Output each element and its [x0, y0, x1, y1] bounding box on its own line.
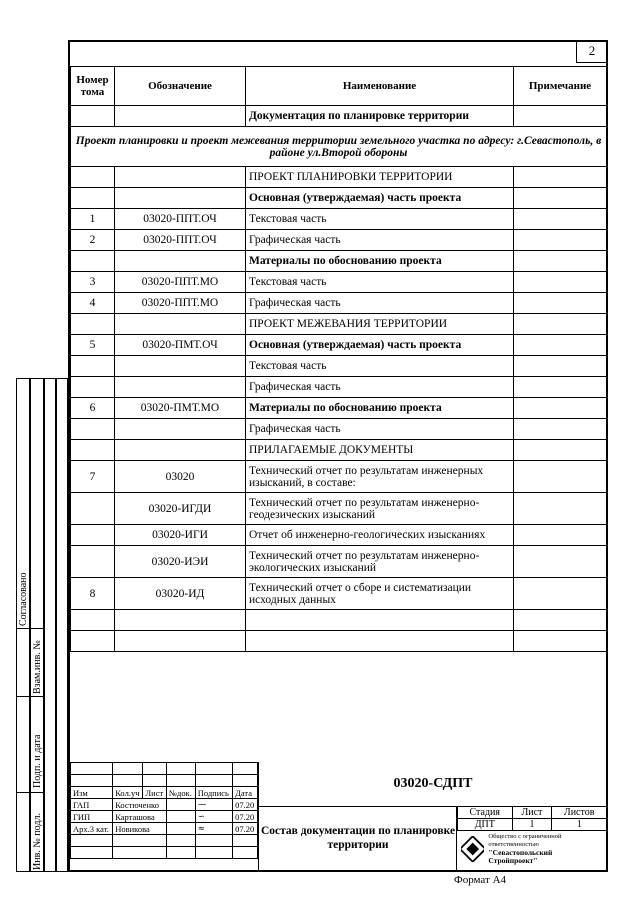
date-gap: 07.20 — [233, 799, 258, 811]
vol-cell — [71, 525, 115, 546]
code-cell — [115, 167, 246, 188]
code-cell: 03020-ППТ.МО — [115, 272, 246, 293]
table-row — [71, 335, 607, 356]
name-cell: Текстовая часть — [246, 356, 514, 377]
name-cell: Графическая часть — [246, 377, 514, 398]
name-arch: Новикова — [113, 823, 167, 835]
table-row — [71, 314, 607, 335]
note-cell — [514, 209, 607, 230]
vol-cell — [71, 377, 115, 398]
name-cell: Графическая часть — [246, 419, 514, 440]
code-cell: 03020-ППТ.МО — [115, 293, 246, 314]
note-cell — [514, 272, 607, 293]
table-row — [71, 209, 607, 230]
label-vzam: Взам.инв. № — [32, 640, 43, 694]
name-cell: Текстовая часть — [246, 272, 514, 293]
role-gap: ГАП — [71, 799, 113, 811]
header-name: Наименование — [246, 67, 514, 106]
note-cell — [514, 461, 607, 493]
code-cell — [115, 251, 246, 272]
name-gip: Карташова — [113, 811, 167, 823]
name-cell: Технический отчет о сборе и систематизации исходных данных — [246, 578, 514, 610]
stamp-col-header: Кол.уч — [113, 787, 143, 799]
table-row — [71, 230, 607, 251]
company-logo-icon — [461, 836, 484, 862]
note-cell — [514, 335, 607, 356]
table-row — [71, 461, 607, 493]
vol-cell — [71, 356, 115, 377]
vol-cell: 1 — [71, 209, 115, 230]
code-cell — [115, 631, 246, 652]
note-cell — [514, 293, 607, 314]
doc-title: Состав документации по планировке территории — [258, 806, 457, 870]
stamp-col-header: Изм — [71, 787, 113, 799]
project-title: Проект планировки и проект межевания территории земельного участка по адресу: г.Севастополь, в районе ул.Второй обороны — [71, 127, 607, 167]
name-cell: ПРОЕКТ МЕЖЕВАНИЯ ТЕРРИТОРИИ — [246, 314, 514, 335]
stamp-col-header: Подпись — [195, 787, 232, 799]
org-line1: Общество с ограниченной ответственностью — [488, 833, 562, 848]
stamp-grid — [70, 762, 258, 859]
note-cell — [514, 188, 607, 209]
stamp-col-header: №док. — [166, 787, 195, 799]
vol-cell — [71, 419, 115, 440]
vol-cell: 3 — [71, 272, 115, 293]
name-cell: Графическая часть — [246, 230, 514, 251]
vol-cell: 4 — [71, 293, 115, 314]
header-note: Примечание — [514, 67, 607, 106]
table-row — [71, 610, 607, 631]
section-docs: Документация по планировке территории — [246, 106, 514, 127]
table-row — [71, 493, 607, 525]
name-cell: Графическая часть — [246, 293, 514, 314]
header-designation: Обозначение — [115, 67, 246, 106]
page-number: 2 — [576, 40, 607, 63]
note-cell — [514, 314, 607, 335]
vol-cell: 5 — [71, 335, 115, 356]
sheets-label: Листов — [552, 807, 607, 819]
vol-cell — [71, 314, 115, 335]
date-arch: 07.20 — [233, 823, 258, 835]
code-cell — [115, 419, 246, 440]
name-cell: Основная (утверждаемая) часть проекта — [246, 188, 514, 209]
vol-cell — [71, 188, 115, 209]
role-arch: Арх.3 кат. — [71, 823, 113, 835]
name-cell: ПРОЕКТ ПЛАНИРОВКИ ТЕРРИТОРИИ — [246, 167, 514, 188]
note-cell — [514, 440, 607, 461]
stamp-col-header: Лист — [143, 787, 167, 799]
vol-cell: 2 — [71, 230, 115, 251]
name-cell: Технический отчет по результатам инженерных изысканий, в составе: — [246, 461, 514, 493]
label-podp: Подп. и дата — [32, 734, 43, 788]
stage-block — [456, 806, 607, 870]
name-cell: ПРИЛАГАЕМЫЕ ДОКУМЕНТЫ — [246, 440, 514, 461]
table-row — [71, 419, 607, 440]
note-cell — [514, 377, 607, 398]
org-line2: "Севастопольский Стройпроект" — [488, 848, 553, 865]
note-cell — [514, 419, 607, 440]
table-row — [71, 167, 607, 188]
table-row — [71, 251, 607, 272]
code-cell — [115, 314, 246, 335]
code-cell — [115, 440, 246, 461]
vol-cell — [71, 251, 115, 272]
table-row — [71, 377, 607, 398]
table-row — [71, 631, 607, 652]
title-block — [70, 762, 606, 870]
vol-cell — [71, 493, 115, 525]
name-cell — [246, 631, 514, 652]
label-agreed: Согласовано — [18, 572, 29, 626]
name-cell: Технический отчет по результатам инженерно-экологических изысканий — [246, 546, 514, 578]
code-cell: 03020 — [115, 461, 246, 493]
sheet-label: Лист — [512, 807, 552, 819]
note-cell — [514, 631, 607, 652]
note-cell — [514, 546, 607, 578]
code-cell: 03020-ПМТ.ОЧ — [115, 335, 246, 356]
name-cell: Основная (утверждаемая) часть проекта — [246, 335, 514, 356]
code-cell — [115, 188, 246, 209]
note-cell — [514, 525, 607, 546]
code-cell: 03020-ППТ.ОЧ — [115, 209, 246, 230]
table-row — [71, 356, 607, 377]
table-row — [71, 398, 607, 419]
signature-1: ⁓ — [195, 799, 232, 811]
note-cell — [514, 230, 607, 251]
org-logo — [461, 832, 601, 866]
signature-3: ≈ — [195, 823, 232, 835]
header-vol: Номер тома — [71, 67, 115, 106]
note-cell — [514, 251, 607, 272]
vol-cell — [71, 610, 115, 631]
vol-cell — [71, 440, 115, 461]
code-cell — [115, 377, 246, 398]
note-cell — [514, 493, 607, 525]
table-row — [71, 578, 607, 610]
stamp-col-header: Дата — [233, 787, 258, 799]
code-cell: 03020-ПМТ.МО — [115, 398, 246, 419]
table-row — [71, 272, 607, 293]
table-row — [71, 188, 607, 209]
vol-cell — [71, 167, 115, 188]
date-gip: 07.20 — [233, 811, 258, 823]
contents-table — [70, 66, 607, 652]
code-cell — [115, 610, 246, 631]
code-cell: 03020-ИГИ — [115, 525, 246, 546]
note-cell — [514, 578, 607, 610]
table-row — [71, 293, 607, 314]
name-cell — [246, 610, 514, 631]
vol-cell: 7 — [71, 461, 115, 493]
table-row — [71, 546, 607, 578]
code-cell: 03020-ИЭИ — [115, 546, 246, 578]
vol-cell — [71, 546, 115, 578]
code-cell: 03020-ИГДИ — [115, 493, 246, 525]
note-cell — [514, 398, 607, 419]
name-cell: Текстовая часть — [246, 209, 514, 230]
name-cell: Материалы по обоснованию проекта — [246, 398, 514, 419]
role-gip: ГИП — [71, 811, 113, 823]
code-cell: 03020-ИД — [115, 578, 246, 610]
vol-cell — [71, 631, 115, 652]
vol-cell: 8 — [71, 578, 115, 610]
note-cell — [514, 356, 607, 377]
signature-2: ∽ — [195, 811, 232, 823]
name-cell: Отчет об инженерно-геологических изысканиях — [246, 525, 514, 546]
name-cell: Материалы по обоснованию проекта — [246, 251, 514, 272]
sheet-value: 1 — [512, 819, 552, 831]
name-cell: Технический отчет по результатам инженерно-геодезических изысканий — [246, 493, 514, 525]
note-cell — [514, 610, 607, 631]
side-stamp — [16, 378, 68, 872]
note-cell — [514, 167, 607, 188]
code-cell: 03020-ППТ.ОЧ — [115, 230, 246, 251]
name-gap: Костюченко — [113, 799, 167, 811]
table-row — [71, 525, 607, 546]
stage-value: ДПТ — [458, 819, 513, 831]
vol-cell: 6 — [71, 398, 115, 419]
code-cell — [115, 356, 246, 377]
label-inv: Инв. № подл. — [32, 813, 43, 870]
sheets-value: 1 — [552, 819, 607, 831]
doc-code: 03020-СДПТ — [258, 762, 607, 807]
format-label: Формат А4 — [454, 874, 507, 886]
table-row — [71, 440, 607, 461]
stage-label: Стадия — [458, 807, 513, 819]
